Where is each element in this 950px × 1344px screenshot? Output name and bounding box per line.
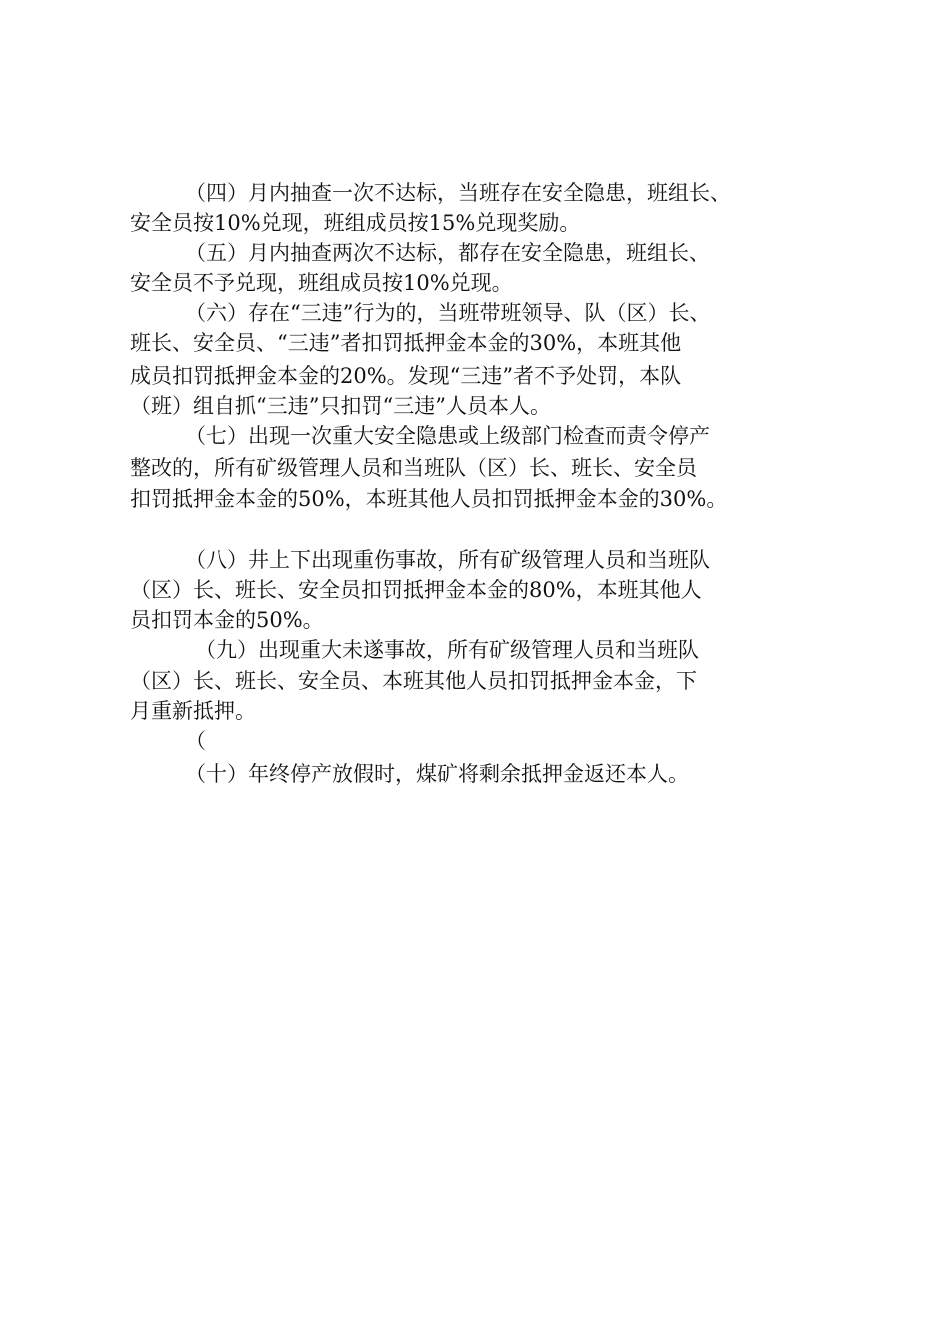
paragraph-8-line-1: （八）井上下出现重伤事故，所有矿级管理人员和当班队 xyxy=(185,548,710,572)
paragraph-9-line-1: （九）出现重大未遂事故，所有矿级管理人员和当班队 xyxy=(195,638,699,662)
paragraph-8-line-3: 员扣罚本金的50%。 xyxy=(130,608,324,632)
paragraph-6-line-4: （班）组自抓“三违”只扣罚“三违”人员本人。 xyxy=(130,394,551,418)
paragraph-10-line-1: （十）年终停产放假时，煤矿将剩余抵押金返还本人。 xyxy=(185,762,689,786)
paragraph-5-line-2: 安全员不予兑现，班组成员按10%兑现。 xyxy=(130,271,513,295)
paragraph-9-line-3: 月重新抵押。 xyxy=(130,699,256,723)
paragraph-6-line-2: 班长、安全员、“三违”者扣罚抵押金本金的30%，本班其他 xyxy=(130,331,682,355)
paragraph-4-line-1: （四）月内抽查一次不达标，当班存在安全隐患，班组长、 xyxy=(185,181,731,205)
stray-parenthesis: （ xyxy=(185,729,206,753)
paragraph-4-line-2: 安全员按10%兑现，班组成员按15%兑现奖励。 xyxy=(130,211,581,235)
paragraph-7-line-3: 扣罚抵押金本金的50%，本班其他人员扣罚抵押金本金的30%。 xyxy=(130,487,728,511)
paragraph-8-line-2: （区）长、班长、安全员扣罚抵押金本金的80%，本班其他人 xyxy=(130,578,702,602)
paragraph-9-line-2: （区）长、班长、安全员、本班其他人员扣罚抵押金本金，下 xyxy=(130,669,697,693)
paragraph-6-line-1: （六）存在“三违”行为的，当班带班领导、队（区）长、 xyxy=(185,301,711,325)
paragraph-7-line-1: （七）出现一次重大安全隐患或上级部门检查而责令停产 xyxy=(185,424,710,448)
paragraph-7-line-2: 整改的，所有矿级管理人员和当班队（区）长、班长、安全员 xyxy=(130,456,697,480)
paragraph-5-line-1: （五）月内抽查两次不达标，都存在安全隐患，班组长、 xyxy=(185,241,710,265)
paragraph-6-line-3: 成员扣罚抵押金本金的20%。发现“三违”者不予处罚，本队 xyxy=(130,364,682,388)
